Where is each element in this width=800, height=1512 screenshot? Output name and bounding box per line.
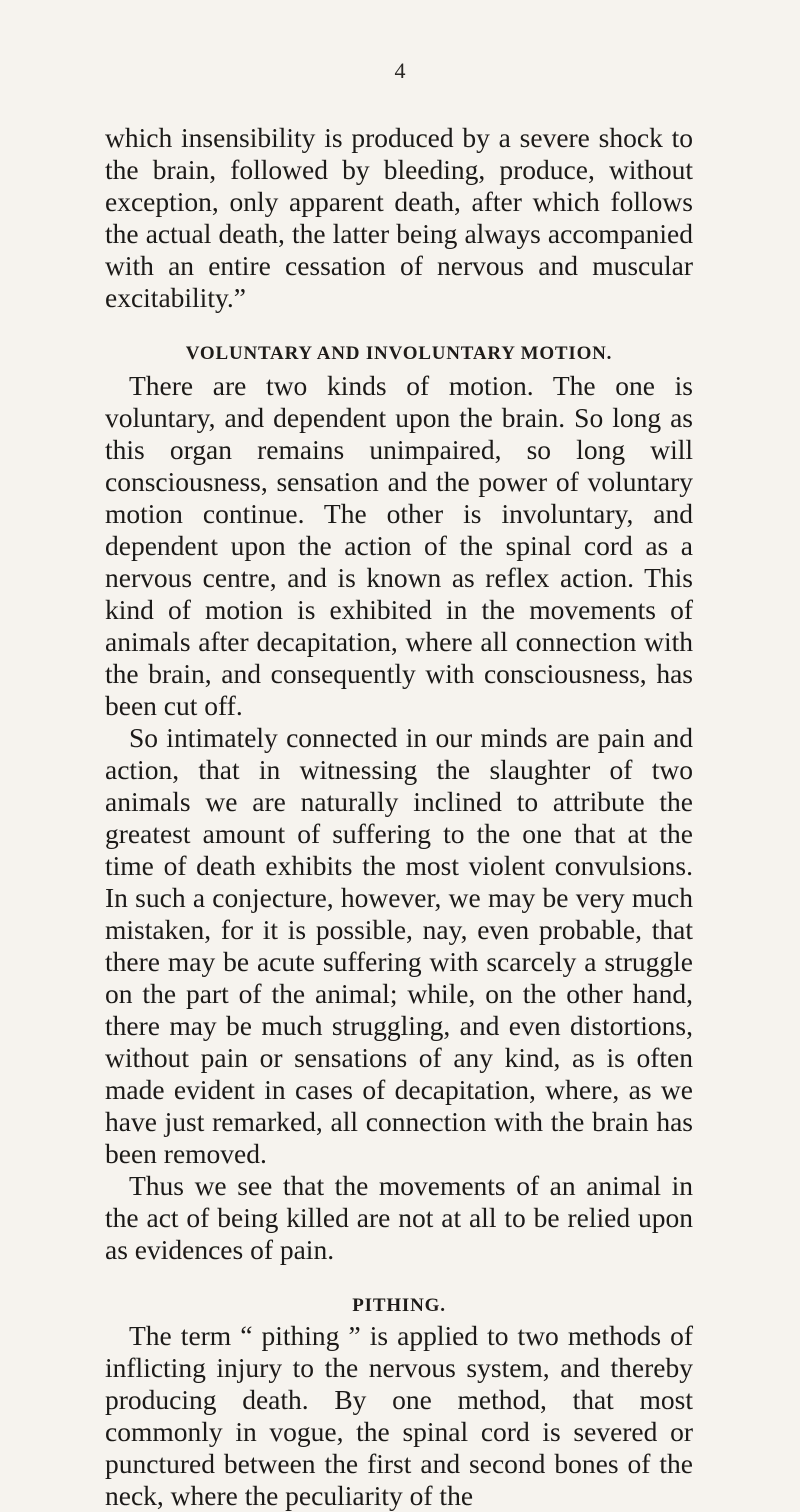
page-number: 4 (394, 58, 406, 83)
paragraph-kinds-of-motion: There are two kinds of motion. The one is voluntary, and dependent upon the brain. So long as this organ remains unimpaired, so long will consciousness, sensation and the power of voluntary motion continue. The other is involuntary, and dependent upon the action of the spinal cord as a nervous centre, and is known as reflex action. This kind of motion is exhibited in the movements of animals after decapitation, where all connection with the brain, and consequently with consciousness, has been cut off. (105, 370, 693, 721)
paragraph-movements-conclusion: Thus we see that the movements of an animal in the act of being killed are not at all to be relied upon as evidences of pain. (105, 1170, 693, 1265)
paragraph-pithing: The term “ pithing ” is applied to two methods of inflicting injury to the nervous system, and thereby producing death. By one method, that most commonly in vogue, the spinal cord is severed or punctured between the first and second bones of the neck, where the peculiarity of the (105, 1320, 693, 1511)
text-column (105, 122, 693, 1512)
paragraph-continuation: which insensibility is produced by a severe shock to the brain, followed by bleeding, produce, without exception, only apparent death, after which follows the actual death, the latter being always accompanied with an entire cessation of nervous and muscular excitability.” (105, 122, 693, 313)
section-heading-pithing: PITHING. (352, 1295, 446, 1316)
paragraph-pain-and-action: So intimately connected in our minds are pain and action, that in witnessing the slaughter of two animals we are naturally inclined to attribute the greatest amount of suffering to the one that at the time of death exhibits the most violent convulsions. In such a conjecture, however, we may be very much mistaken, for it is possible, nay, even probable, that there may be acute suffering with scarcely a struggle on the part of the animal; while, on the other hand, there may be much struggling, and even distortions, without pain or sensations of any kind, as is often made evident in cases of decapitation, where, as we have just remarked, all connection with the brain has been removed. (105, 722, 693, 1169)
section-heading-motion: VOLUNTARY AND INVOLUNTARY MOTION. (185, 343, 613, 364)
